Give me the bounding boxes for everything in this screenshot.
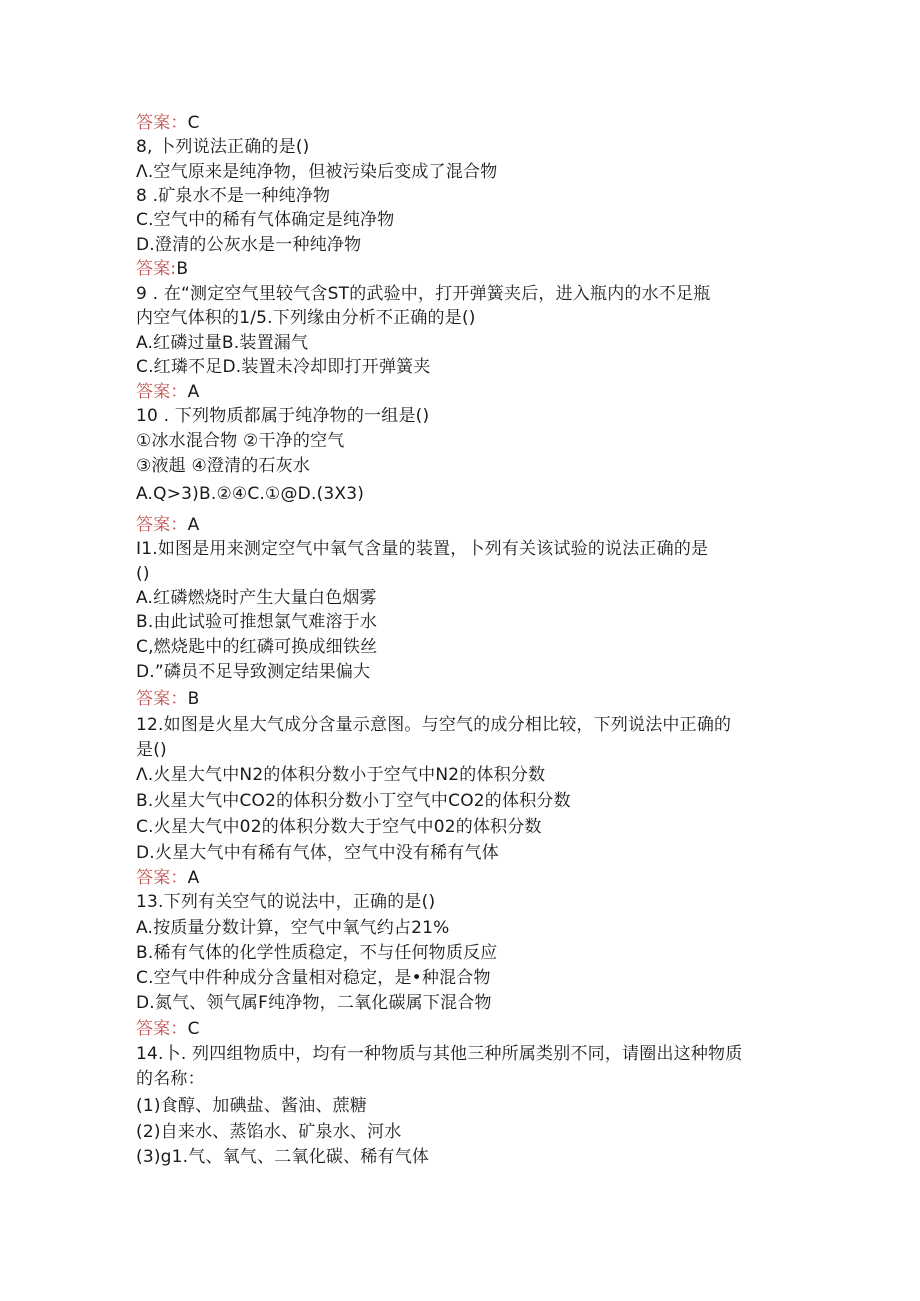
- question-12-title: 12.如图是火星大气成分含量示意图。与空气的成分相比较，下列说法中正确的: [136, 715, 732, 735]
- answer-value: C: [187, 1019, 200, 1039]
- answer-line: [136, 687, 199, 711]
- question-8-option-d: D.澄清的公灰水是一种纯净物: [136, 235, 362, 255]
- answer-value: C: [187, 113, 200, 133]
- answer-line: [136, 380, 199, 404]
- question-13-option-a: A.按质量分数计算，空气中氧气约占21%: [136, 918, 450, 938]
- question-14-item-1: (1)食醇、加碘盐、酱油、蔗糖: [136, 1096, 368, 1116]
- answer-label: 答案：: [136, 1019, 188, 1039]
- answer-value: A: [187, 868, 200, 888]
- question-11-option-d: D.”磷员不足导致测定结果偏大: [136, 662, 371, 682]
- question-14-item-3: (3)g1.气、氧气、二氧化碳、稀有气体: [136, 1147, 430, 1167]
- answer-line: [136, 513, 199, 537]
- question-8-option-a: Λ.空气原来是纯净物，但被污染后变成了混合物: [136, 162, 498, 182]
- answer-label: 答案：: [136, 382, 188, 402]
- question-13-option-d: D.氮气、领气属F纯净物，二氧化碳属下混合物: [136, 993, 492, 1013]
- answer-line: [136, 866, 199, 890]
- question-14-title: 14.卜. 列四组物质中，均有一种物质与其他三种所属类别不同，请圈出这种物质: [136, 1044, 743, 1064]
- answer-line: [136, 1017, 200, 1041]
- question-12-option-c: C.火星大气中02的体积分数大于空气中02的体积分数: [136, 817, 542, 837]
- question-14-title-cont: 的名称：: [136, 1069, 205, 1089]
- answer-value: A: [187, 382, 200, 402]
- question-11-title: I1.如图是用来测定空气中氧气含量的装置，卜列有关该试验的说法正确的是: [136, 539, 709, 559]
- question-10-options: A.Q>3)B.②④C.①@D.(3X3): [136, 484, 365, 504]
- question-13-title: 13.下列有关空气的说法中，正确的是(): [136, 892, 436, 912]
- question-13-option-c: C.空气中件种成分含量相对稳定，是•种混合物: [136, 968, 491, 988]
- question-12-option-a: Λ.火星大气中N2的体积分数小于空气中N2的体积分数: [136, 765, 546, 785]
- answer-label: 答案：: [136, 113, 188, 133]
- question-12-title-cont: 是(): [136, 740, 167, 760]
- question-11-option-a: A.红磷燃烧时产生大量白色烟雾: [136, 588, 377, 608]
- question-13-option-b: B.稀有气体的化学性质稳定，不与任何物质反应: [136, 943, 498, 963]
- question-8-title: 8, 卜列说法正确的是(): [136, 137, 310, 157]
- question-10-items-12: ①冰水混合物 ②干净的空气: [136, 431, 345, 451]
- question-14-item-2: (2)自来水、蒸馅水、矿泉水、河水: [136, 1122, 402, 1142]
- answer-label: 答案：: [136, 868, 188, 888]
- answer-value: A: [187, 515, 200, 535]
- question-9-title: 9 . 在“测定空气里较气含ST的武验中，打开弹簧夹后，进入瓶内的水不足瓶: [136, 284, 711, 304]
- question-9-options-cd: C.红璘不足D.装置未冷却即打开弹簧夹: [136, 357, 431, 377]
- question-12-option-b: B.火星大气中CO2的体积分数小丁空气中CO2的体积分数: [136, 791, 571, 811]
- answer-label: 答案:: [136, 259, 177, 279]
- answer-line: [136, 111, 200, 135]
- question-8-option-b: 8 .矿泉水不是一种纯净物: [136, 186, 331, 206]
- question-10-title: 10 . 下列物质都属于纯净物的一组是(): [136, 406, 430, 426]
- answer-value: B: [176, 259, 189, 279]
- answer-line: [136, 257, 188, 281]
- answer-label: 答案：: [136, 689, 188, 709]
- question-10-items-34: ③液趄 ④澄清的石灰水: [136, 456, 311, 476]
- question-9-options-ab: A.红磷过量B.装置漏气: [136, 333, 309, 353]
- question-11-title-cont: (): [136, 564, 150, 584]
- question-9-title-cont: 内空气体积的1/5.下列缘由分析不正确的是(): [136, 308, 476, 328]
- question-8-option-c: C.空气中的稀有气体确定是纯净物: [136, 210, 395, 230]
- question-11-option-c: C,燃烧匙中的红磷可换成细铁丝: [136, 637, 378, 657]
- question-12-option-d: D.火星大气中有稀有气体，空气中没有稀有气体: [136, 843, 499, 863]
- answer-label: 答案：: [136, 515, 188, 535]
- answer-value: B: [187, 689, 200, 709]
- question-11-option-b: B.由此试验可推想氯气难溶于水: [136, 612, 378, 632]
